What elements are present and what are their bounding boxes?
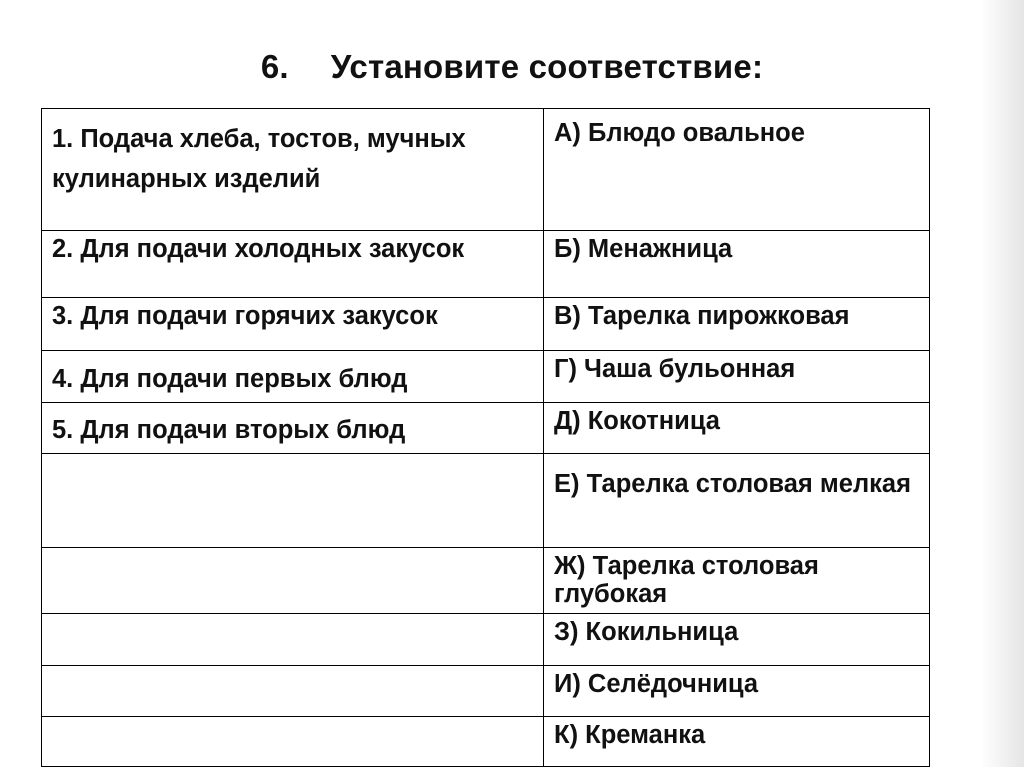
table-row xyxy=(42,666,930,717)
left-cell-text: 1. Подача хлеба, тостов, мучных кулинарных изделий xyxy=(52,125,466,193)
right-cell xyxy=(544,454,930,548)
right-cell-text: К) Креманка xyxy=(554,721,706,749)
table-row xyxy=(42,717,930,767)
right-cell-text: Д) Кокотница xyxy=(554,407,720,435)
left-cell xyxy=(42,548,544,614)
page-edge-shadow xyxy=(980,0,1024,767)
table-row xyxy=(42,109,930,231)
title-text: Установите соответствие: xyxy=(330,48,764,85)
right-cell-text: В) Тарелка пирожковая xyxy=(554,302,850,330)
right-cell xyxy=(544,666,930,717)
table-row xyxy=(42,351,930,403)
right-cell-text: Г) Чаша бульонная xyxy=(554,355,796,383)
table-row xyxy=(42,548,930,614)
left-cell xyxy=(42,109,544,231)
right-cell xyxy=(544,109,930,231)
right-cell xyxy=(544,548,930,614)
right-cell-text: Ж) Тарелка столовая глубокая xyxy=(554,552,819,608)
left-cell-text: 5. Для подачи вторых блюд xyxy=(52,416,406,444)
right-cell-text: А) Блюдо овальное xyxy=(554,119,805,147)
table-row xyxy=(42,614,930,666)
left-cell-text: 3. Для подачи горячих закусок xyxy=(52,302,438,330)
right-cell-text: Е) Тарелка столовая мелкая xyxy=(554,470,911,498)
right-cell xyxy=(544,231,930,298)
left-cell xyxy=(42,403,544,454)
left-cell xyxy=(42,454,544,548)
table-row xyxy=(42,403,930,454)
left-cell-text: 4. Для подачи первых блюд xyxy=(52,365,408,393)
left-cell xyxy=(42,231,544,298)
left-cell xyxy=(42,666,544,717)
table-row xyxy=(42,454,930,548)
right-cell xyxy=(544,351,930,403)
right-cell xyxy=(544,717,930,767)
title-number: 6. xyxy=(260,48,289,85)
right-cell-text: Б) Менажница xyxy=(554,235,733,263)
left-cell xyxy=(42,351,544,403)
left-cell xyxy=(42,614,544,666)
page-title xyxy=(0,48,1024,86)
matching-table xyxy=(41,108,930,767)
right-cell-text: З) Кокильница xyxy=(554,618,739,646)
left-cell-text: 2. Для подачи холодных закусок xyxy=(52,235,465,263)
table-row xyxy=(42,298,930,351)
right-cell xyxy=(544,403,930,454)
left-cell xyxy=(42,298,544,351)
table-row xyxy=(42,231,930,298)
right-cell-text: И) Селёдочница xyxy=(554,670,759,698)
left-cell xyxy=(42,717,544,767)
right-cell xyxy=(544,298,930,351)
right-cell xyxy=(544,614,930,666)
